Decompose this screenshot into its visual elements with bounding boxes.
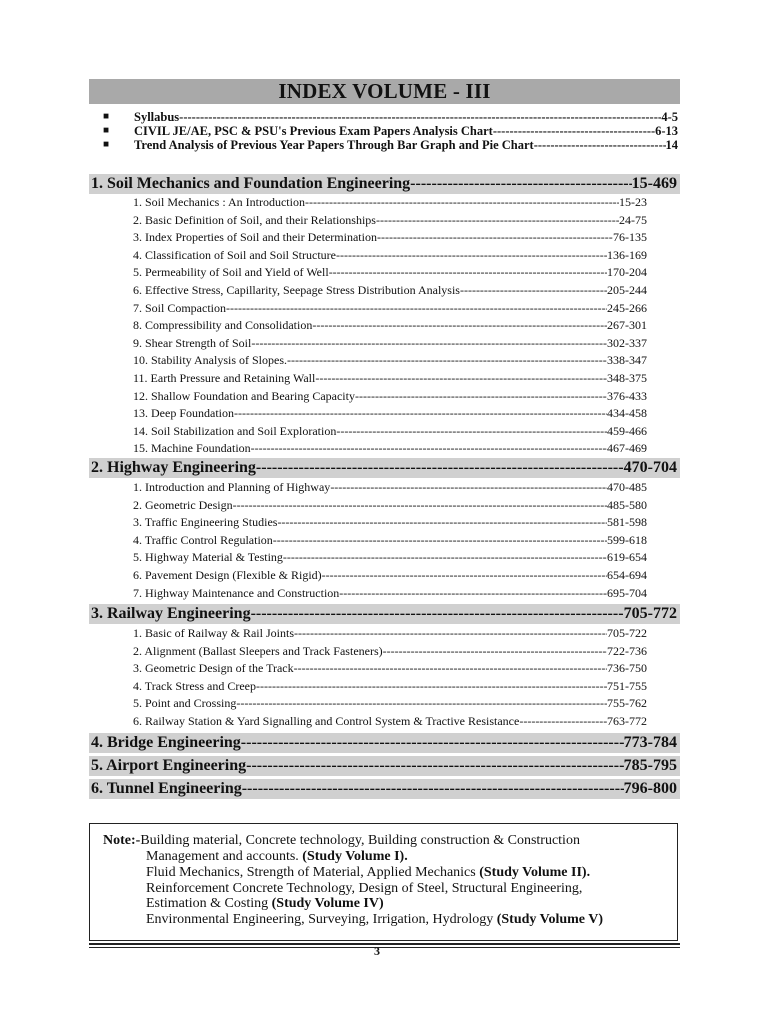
section-item-list [133, 194, 647, 458]
note-prefix: Note:- [103, 833, 141, 848]
intro-list [100, 110, 680, 152]
index-title: INDEX VOLUME - III [89, 79, 680, 104]
square-bullet-icon: ■ [103, 139, 110, 150]
section-pages: 705-772 [623, 605, 677, 622]
list-item: 9. Shear Strength of Soil ----- 302-337 [133, 335, 647, 353]
square-bullet-icon: ■ [103, 125, 110, 136]
list-item: 1. Basic of Railway & Rail Joints ----- 705-722 [133, 625, 647, 643]
intro-item-label: CIVIL JE/AE, PSC & PSU's Previous Exam Papers Analysis Chart [134, 124, 493, 138]
list-item: 4. Track Stress and Creep ----- 751-755 [133, 678, 647, 696]
note-line: Management and accounts. (Study Volume I). [146, 849, 408, 864]
list-item: 3. Index Properties of Soil and their Determination ----- 76-135 [133, 229, 647, 247]
section-heading [89, 174, 680, 194]
section-heading [89, 779, 680, 799]
list-item: 15. Machine Foundation ----- 467-469 [133, 440, 647, 458]
section-heading [89, 756, 680, 776]
section-heading [89, 458, 680, 478]
footer-rule [89, 943, 680, 945]
list-item: 1. Soil Mechanics : An Introduction ----- 15-23 [133, 194, 647, 212]
section-heading [89, 604, 680, 624]
note-line: Reinforcement Concrete Technology, Design of Steel, Structural Engineering, [146, 881, 583, 896]
section-pages: 773-784 [623, 734, 677, 751]
intro-item [100, 138, 680, 152]
list-item: 11. Earth Pressure and Retaining Wall ----- 348-375 [133, 370, 647, 388]
section-title: 2. Highway Engineering [91, 459, 256, 476]
section-pages: 470-704 [623, 459, 677, 476]
section-pages: 15-469 [631, 175, 677, 192]
section-title: 1. Soil Mechanics and Foundation Engineering [91, 175, 411, 192]
list-item: 2. Basic Definition of Soil, and their Relationships ----- 24-75 [133, 212, 647, 230]
list-item: 5. Permeability of Soil and Yield of Well ----- 170-204 [133, 264, 647, 282]
note-line: Environmental Engineering, Surveying, Irrigation, Hydrology (Study Volume V) [146, 912, 604, 927]
list-item: 8. Compressibility and Consolidation ----- 267-301 [133, 317, 647, 335]
list-item: 3. Traffic Engineering Studies ----- 581-598 [133, 514, 647, 532]
section-title: 5. Airport Engineering [91, 757, 247, 774]
note-line: Estimation & Costing (Study Volume IV) [146, 896, 384, 911]
section-title: 6. Tunnel Engineering [91, 780, 242, 797]
list-item: 10. Stability Analysis of Slopes. ----- 338-347 [133, 352, 647, 370]
section-title: 3. Railway Engineering [91, 605, 251, 622]
list-item: 5. Highway Material & Testing ----- 619-654 [133, 549, 647, 567]
square-bullet-icon: ■ [103, 111, 110, 122]
list-item: 2. Geometric Design ----- 485-580 [133, 497, 647, 515]
list-item: 1. Introduction and Planning of Highway ----- 470-485 [133, 479, 647, 497]
intro-item-pages: 6-13 [655, 124, 678, 138]
section-item-list [133, 479, 647, 602]
intro-item-pages: 14 [665, 138, 678, 152]
note-line: Fluid Mechanics, Strength of Material, Applied Mechanics (Study Volume II). [146, 865, 591, 880]
list-item: 3. Geometric Design of the Track ----- 736-750 [133, 660, 647, 678]
list-item: 6. Railway Station & Yard Signalling and Control System & Tractive Resistance ----- 763-772 [133, 713, 647, 731]
list-item: 5. Point and Crossing ----- 755-762 [133, 695, 647, 713]
page-number: 3 [374, 944, 380, 958]
intro-item-pages: 4-5 [661, 110, 678, 124]
footer-rule-thin [89, 947, 680, 948]
intro-item-label: Syllabus [134, 110, 180, 124]
section-title: 4. Bridge Engineering [91, 734, 241, 751]
intro-item-label: Trend Analysis of Previous Year Papers Through Bar Graph and Pie Chart [134, 138, 534, 152]
intro-item [100, 124, 680, 138]
list-item: 4. Traffic Control Regulation ----- 599-618 [133, 532, 647, 550]
section-pages: 785-795 [623, 757, 677, 774]
section-heading [89, 733, 680, 753]
list-item: 7. Soil Compaction ----- 245-266 [133, 300, 647, 318]
intro-item [100, 110, 680, 124]
list-item: 13. Deep Foundation ----- 434-458 [133, 405, 647, 423]
list-item: 2. Alignment (Ballast Sleepers and Track Fasteners) ----- 722-736 [133, 643, 647, 661]
section-item-list [133, 625, 647, 731]
note-line: Note:-Building material, Concrete technology, Building construction & Construction [103, 833, 580, 848]
list-item: 6. Effective Stress, Capillarity, Seepage Stress Distribution Analysis ----- 205-244 [133, 282, 647, 300]
list-item: 6. Pavement Design (Flexible & Rigid) ----- 654-694 [133, 567, 647, 585]
list-item: 14. Soil Stabilization and Soil Exploration ----- 459-466 [133, 423, 647, 441]
list-item: 4. Classification of Soil and Soil Structure ----- 136-169 [133, 247, 647, 265]
section-pages: 796-800 [623, 780, 677, 797]
note-box [89, 823, 678, 941]
list-item: 7. Highway Maintenance and Construction ----- 695-704 [133, 585, 647, 603]
list-item: 12. Shallow Foundation and Bearing Capacity ----- 376-433 [133, 388, 647, 406]
